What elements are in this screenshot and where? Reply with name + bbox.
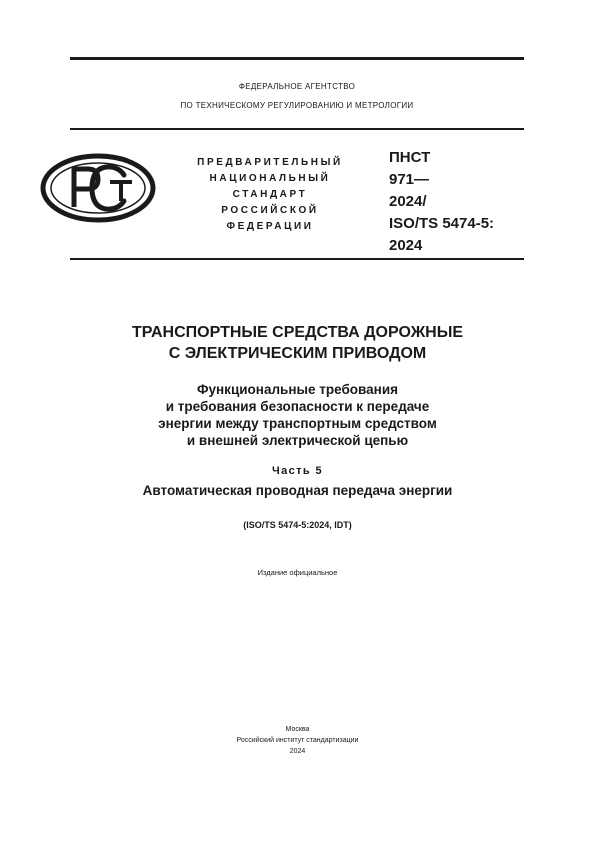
standard-type-line: ФЕДЕРАЦИИ [226, 221, 314, 232]
standard-number-line: 2024/ [389, 193, 427, 210]
subtitle-line: и требования безопасности к передаче [165, 399, 430, 414]
standard-type-line: ПРЕДВАРИТЕЛЬНЫЙ [197, 157, 343, 168]
standard-type-line: НАЦИОНАЛЬНЫЙ [209, 173, 331, 184]
part-label: Часть 5 [271, 465, 324, 477]
standard-type-line: СТАНДАРТ [232, 189, 308, 200]
standard-number-line: ISO/TS 5474-5: [389, 215, 495, 232]
standard-number-line: 971— [389, 171, 430, 188]
bottom-header-rule [70, 258, 524, 260]
agency-name-2 [70, 101, 524, 111]
gost-r-emblem-icon [40, 153, 156, 223]
imprint-year: 2024 [289, 748, 306, 755]
title-line: С ЭЛЕКТРИЧЕСКИМ ПРИВОДОМ [168, 345, 427, 362]
agency-line-2: ПО ТЕХНИЧЕСКОМУ РЕГУЛИРОВАНИЮ И МЕТРОЛОГИИ [180, 101, 414, 110]
standard-number [389, 147, 529, 257]
subtitle-line: энергии между транспортным средством [158, 416, 437, 431]
iso-reference: (ISO/TS 5474-5:2024, IDT) [243, 520, 352, 530]
standard-type-line: РОССИЙСКОЙ [221, 205, 319, 216]
standard-number-line: 2024 [389, 237, 423, 254]
part-title: Автоматическая проводная передача энергии [142, 483, 453, 498]
agency-name [70, 82, 524, 92]
top-rule [70, 57, 524, 60]
standard-number-line: ПНСТ [389, 149, 431, 166]
imprint-city: Москва [285, 726, 310, 733]
agency-line-1: ФЕДЕРАЛЬНОЕ АГЕНТСТВО [238, 82, 356, 91]
imprint [40, 724, 555, 757]
header-rule [70, 128, 524, 130]
title-line: ТРАНСПОРТНЫЕ СРЕДСТВА ДОРОЖНЫЕ [131, 324, 464, 341]
document-subtitle [40, 381, 555, 449]
official-edition: Издание официальное [257, 568, 338, 577]
imprint-publisher: Российский институт стандартизации [236, 737, 359, 744]
subtitle-line: Функциональные требования [197, 382, 398, 397]
subtitle-line: и внешней электрической цепью [186, 433, 409, 448]
standard-type [170, 155, 370, 235]
document-title [40, 322, 555, 364]
